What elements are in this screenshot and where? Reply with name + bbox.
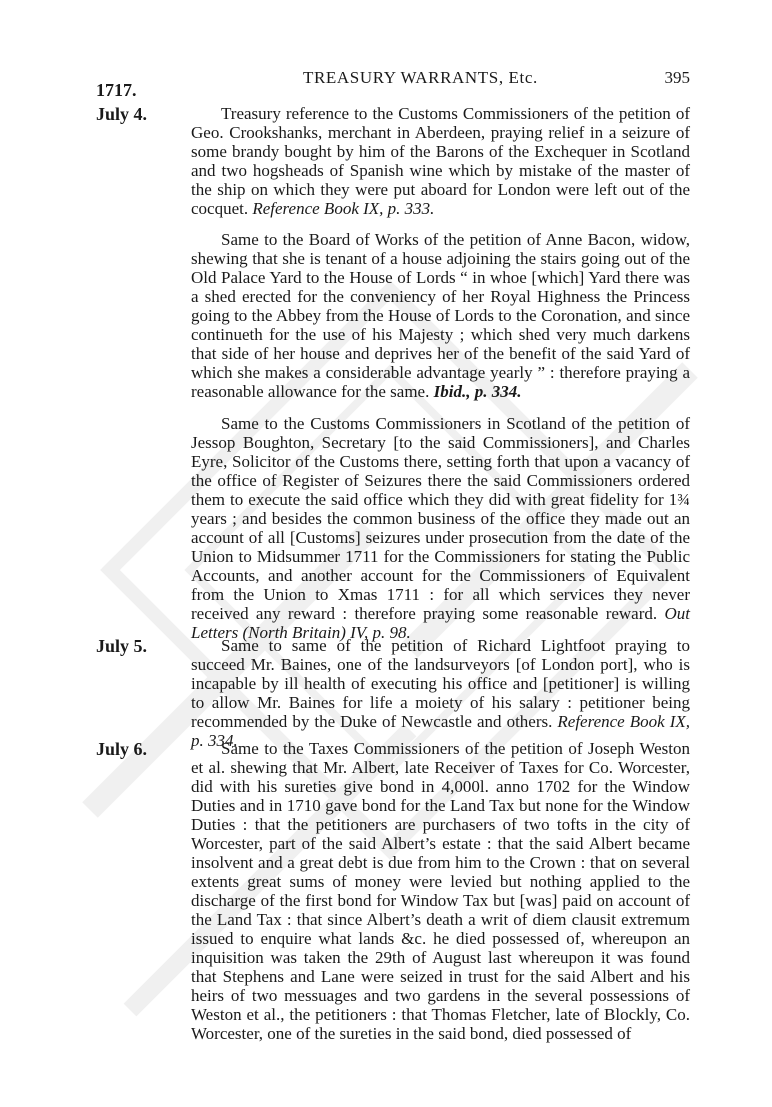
entry-reference: Reference Book IX, p. 334.: [191, 712, 691, 750]
entry-date: July 5.: [96, 636, 148, 656]
entry-text: [191, 414, 690, 642]
entry-text: [191, 636, 690, 750]
header-title: TREASURY WARRANTS, Etc.: [303, 68, 538, 87]
entry-body: Same to the Board of Works of the petition of Anne Bacon, widow, shewing that she is tenant of a house adjoining the stairs going out of the Old Palace Yard to the House of Lords “ in whoe [which] Yard there was a shed erected for the conveniency of her Royal Highness the Princess going to the Abbey from the House of Lords to the Coronation, and since continueth for the use of his Majesty ; which shed very much darkens that side of her house and deprives her of the benefit of the said Yard of which she makes a considerable advantage yearly ” : therefore praying a reasonable allowance for the same.: [191, 230, 690, 401]
running-header: [96, 66, 690, 100]
entry-body: Same to the Customs Commissioners in Scotland of the petition of Jessop Boughton, Secretary [to the said Commissioners], and Charles Eyre, Solicitor of the Customs there, setting forth that upon a vacancy of the office of Register of Seizures there the said Commissioners ordered them to execute the said office which they did with great fidelity for 1¾ years ; and besides the common business of the office they made out an account of all [Customs] seizures under prosecution from the date of the Union to Midsummer 1711 for the Commissioners for stating the Public Accounts, and another account for the Commissioners of Equivalent from the Union to Xmas 1711 : for all which services they never received any reward : therefore praying some reasonable reward.: [191, 414, 690, 623]
entry-body: Treasury reference to the Customs Commissioners of the petition of Geo. Crookshanks, merchant in Aberdeen, praying relief in a seizure of some brandy bought by him of the Barons of the Exchequer in Scotland and two hogsheads of Spanish wine which by mistake of the master of the ship on which they were put aboard for London were left out of the cocquet.: [191, 104, 690, 218]
entry-date: July 4.: [96, 104, 148, 124]
entry-text: [191, 230, 690, 401]
header-year: 1717.: [96, 80, 137, 100]
page-number: 395: [664, 68, 690, 87]
entry-text: [191, 739, 690, 1043]
entry-body: Same to same of the petition of Richard Lightfoot praying to succeed Mr. Baines, one of the landsurveyors [of London port], who is incapable by ill health of executing his office and [petitioner] is willing to allow Mr. Baines for life a moiety of his salary : petitioner being recommended by the Duke of Newcastle and others.: [191, 636, 690, 731]
entry-reference: Out Letters (North Britain) IV, p. 98.: [191, 604, 690, 642]
entry-reference: Ibid., p. 334.: [433, 382, 522, 401]
entry-body: Same to the Taxes Commissioners of the petition of Joseph Weston et al. shewing that Mr. Albert, late Receiver of Taxes for Co. Worcester, did with his sureties give bond in 4,000l. anno 1702 for the Window Duties and in 1710 gave bond for the Land Tax but none for the Window Duties : that the petitioners are purchasers of two tofts in the city of Worcester, part of the said Albert’s estate : that the said Albert became insolvent and a great debt is due from him to the Crown : that on several extents great sums of money were levied but nothing applied to the discharge of the first bond for Window Tax but [was] paid on account of the Land Tax : that since Albert’s death a writ of diem clausit extremum issued to enquire what lands &c. he died possessed of, whereupon an inquisition was taken the 29th of August last whereupon it was found that Stephens and Lane were seized in trust for the said Albert and his heirs of two messuages and two gardens in the several possessions of Weston et al., the petitioners : that Thomas Fletcher, late of Blockly, Co. Worcester, one of the sureties in the said bond, died possessed of: [191, 739, 690, 1043]
entry-reference: Reference Book IX, p. 333.: [252, 199, 435, 218]
entry-date: July 6.: [96, 739, 148, 759]
entry-text: [191, 104, 690, 218]
